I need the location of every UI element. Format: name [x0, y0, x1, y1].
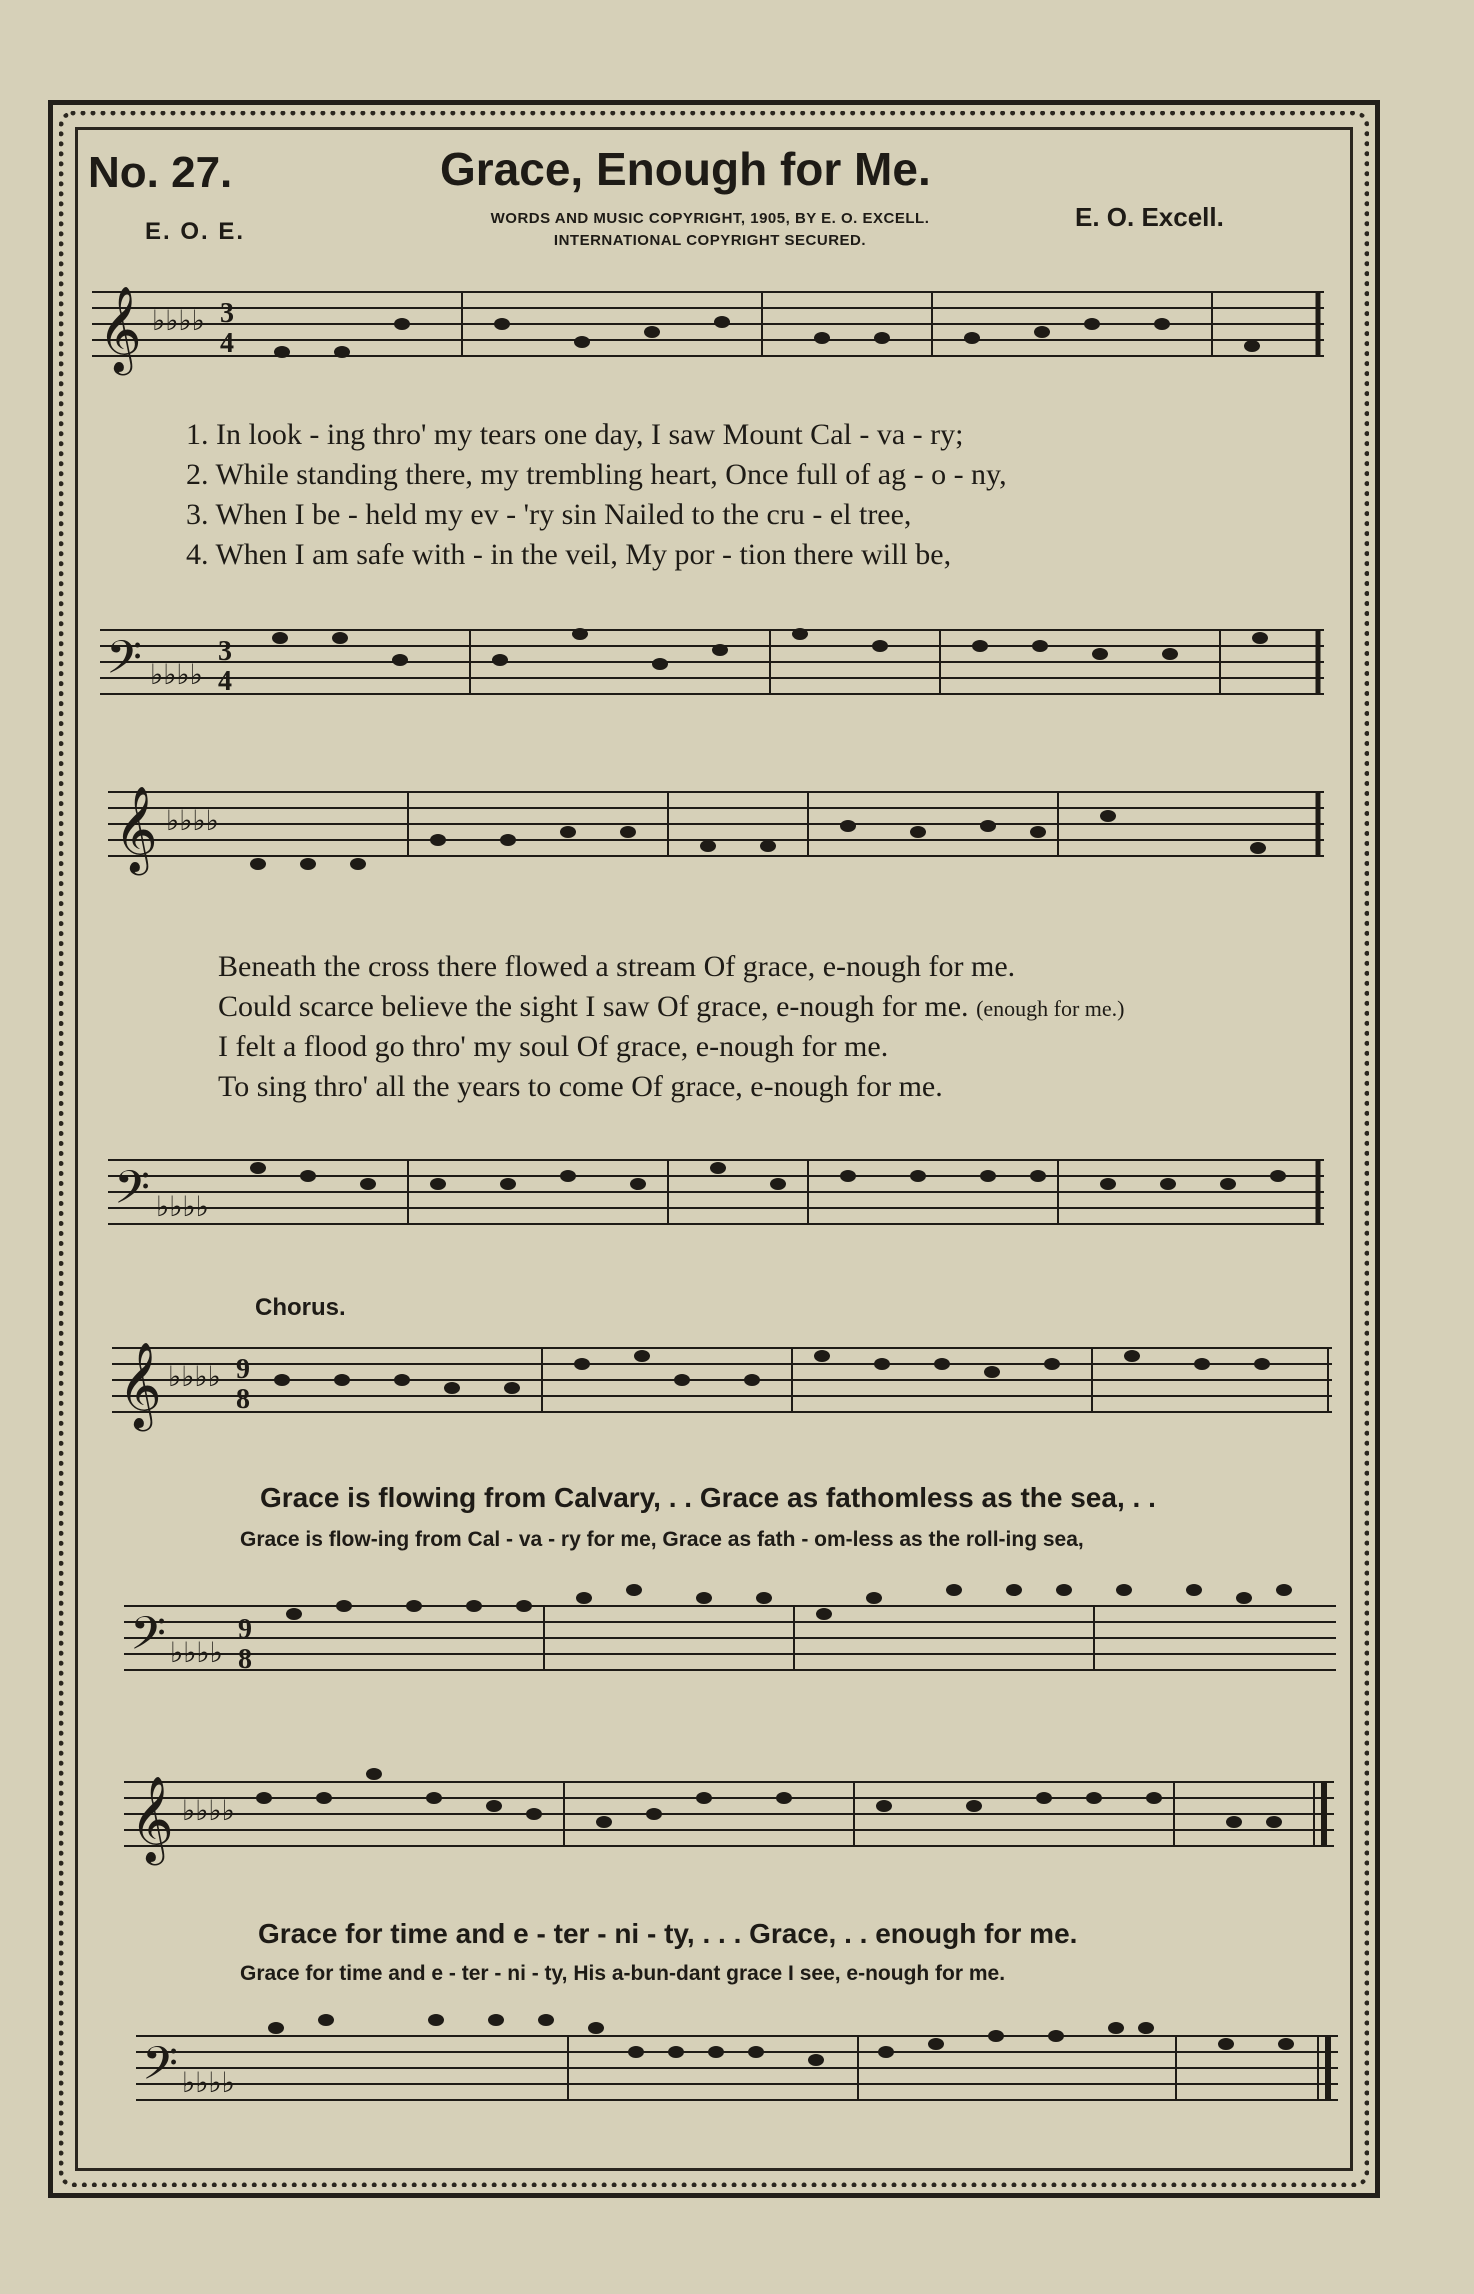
bass-staff-chorus-2	[136, 2002, 1338, 2132]
svg-text:3: 3	[218, 636, 232, 667]
svg-text:♭♭♭♭: ♭♭♭♭	[166, 806, 219, 837]
treble-staff-chorus-2	[124, 1756, 1334, 1896]
verse-2-line-2	[218, 990, 1125, 1024]
treble-staff-chorus-1	[112, 1318, 1332, 1458]
verse-1-line-1: 1. In look - ing thro' my tears one day, I saw Mount Cal - va - ry;	[186, 418, 964, 451]
svg-text:𝄢: 𝄢	[130, 1609, 167, 1671]
copyright-line-2: INTERNATIONAL COPYRIGHT SECURED.	[553, 232, 867, 249]
lyricist-initials: E. O. E.	[145, 218, 246, 245]
verse-3-line-1: 3. When I be - held my ev - 'ry sin Nailed to the cru - el tree,	[186, 498, 912, 531]
treble-staff-system-2	[108, 772, 1324, 912]
svg-text:8: 8	[236, 1384, 250, 1415]
svg-text:4: 4	[220, 328, 234, 359]
hymn-number: No. 27.	[88, 148, 233, 197]
verse-2-line-2-text: Could scarce believe the sight I saw Of grace, e-nough for me.	[218, 990, 969, 1023]
bass-staff-chorus-1	[124, 1572, 1336, 1702]
svg-text:𝄢: 𝄢	[142, 2039, 179, 2101]
svg-text:♭♭♭♭: ♭♭♭♭	[170, 1638, 223, 1669]
svg-text:𝄞: 𝄞	[114, 789, 158, 871]
svg-text:9: 9	[236, 1354, 250, 1385]
verse-3-line-2: I felt a flood go thro' my soul Of grace, e-nough for me.	[218, 1030, 889, 1063]
svg-text:𝄞: 𝄞	[130, 1779, 174, 1861]
svg-text:♭♭♭♭: ♭♭♭♭	[152, 306, 205, 337]
svg-text:♭♭♭♭: ♭♭♭♭	[156, 1192, 209, 1223]
copyright-notice	[420, 208, 1000, 252]
chorus-line-2-small: Grace for time and e - ter - ni - ty, His a-bun-dant grace I see, e-nough for me.	[240, 1962, 1006, 1985]
svg-text:8: 8	[238, 1644, 252, 1675]
svg-text:♭♭♭♭: ♭♭♭♭	[182, 2068, 235, 2099]
treble-staff-system-1	[92, 272, 1324, 402]
svg-text:𝄞: 𝄞	[118, 1345, 162, 1427]
svg-text:3: 3	[220, 298, 234, 329]
bass-staff-system-1	[100, 600, 1324, 730]
verse-4-line-2: To sing thro' all the years to come Of grace, e-nough for me.	[218, 1070, 943, 1103]
verse-1-line-2: Beneath the cross there flowed a stream Of grace, e-nough for me.	[218, 950, 1016, 983]
svg-text:4: 4	[218, 666, 232, 697]
chorus-line-1-main: Grace is flowing from Calvary, . . Grace as fathomless as the sea, . .	[260, 1482, 1156, 1513]
chorus-line-1-small: Grace is flow-ing from Cal - va - ry for me, Grace as fath - om-less as the roll-ing sea,	[240, 1528, 1084, 1551]
verse-2-line-1: 2. While standing there, my trembling heart, Once full of ag - o - ny,	[186, 458, 1007, 491]
hymn-title: Grace, Enough for Me.	[440, 143, 931, 195]
copyright-line-1: WORDS AND MUSIC COPYRIGHT, 1905, BY E. O. EXCELL.	[490, 210, 930, 227]
svg-text:9: 9	[238, 1614, 252, 1645]
verse-2-echo: (enough for me.)	[976, 996, 1125, 1021]
svg-text:♭♭♭♭: ♭♭♭♭	[168, 1362, 221, 1393]
verse-4-line-1: 4. When I am safe with - in the veil, My por - tion there will be,	[186, 538, 952, 571]
composer-name: E. O. Excell.	[1075, 202, 1224, 232]
svg-text:♭♭♭♭: ♭♭♭♭	[150, 660, 203, 691]
chorus-label: Chorus.	[255, 1294, 346, 1321]
svg-text:𝄢: 𝄢	[114, 1163, 151, 1225]
svg-text:♭♭♭♭: ♭♭♭♭	[182, 1796, 235, 1827]
svg-text:𝄢: 𝄢	[106, 633, 143, 695]
svg-text:𝄞: 𝄞	[98, 286, 142, 372]
chorus-line-2-main: Grace for time and e - ter - ni - ty, . . . Grace, . . enough for me.	[258, 1918, 1078, 1949]
bass-staff-system-2	[108, 1124, 1324, 1264]
